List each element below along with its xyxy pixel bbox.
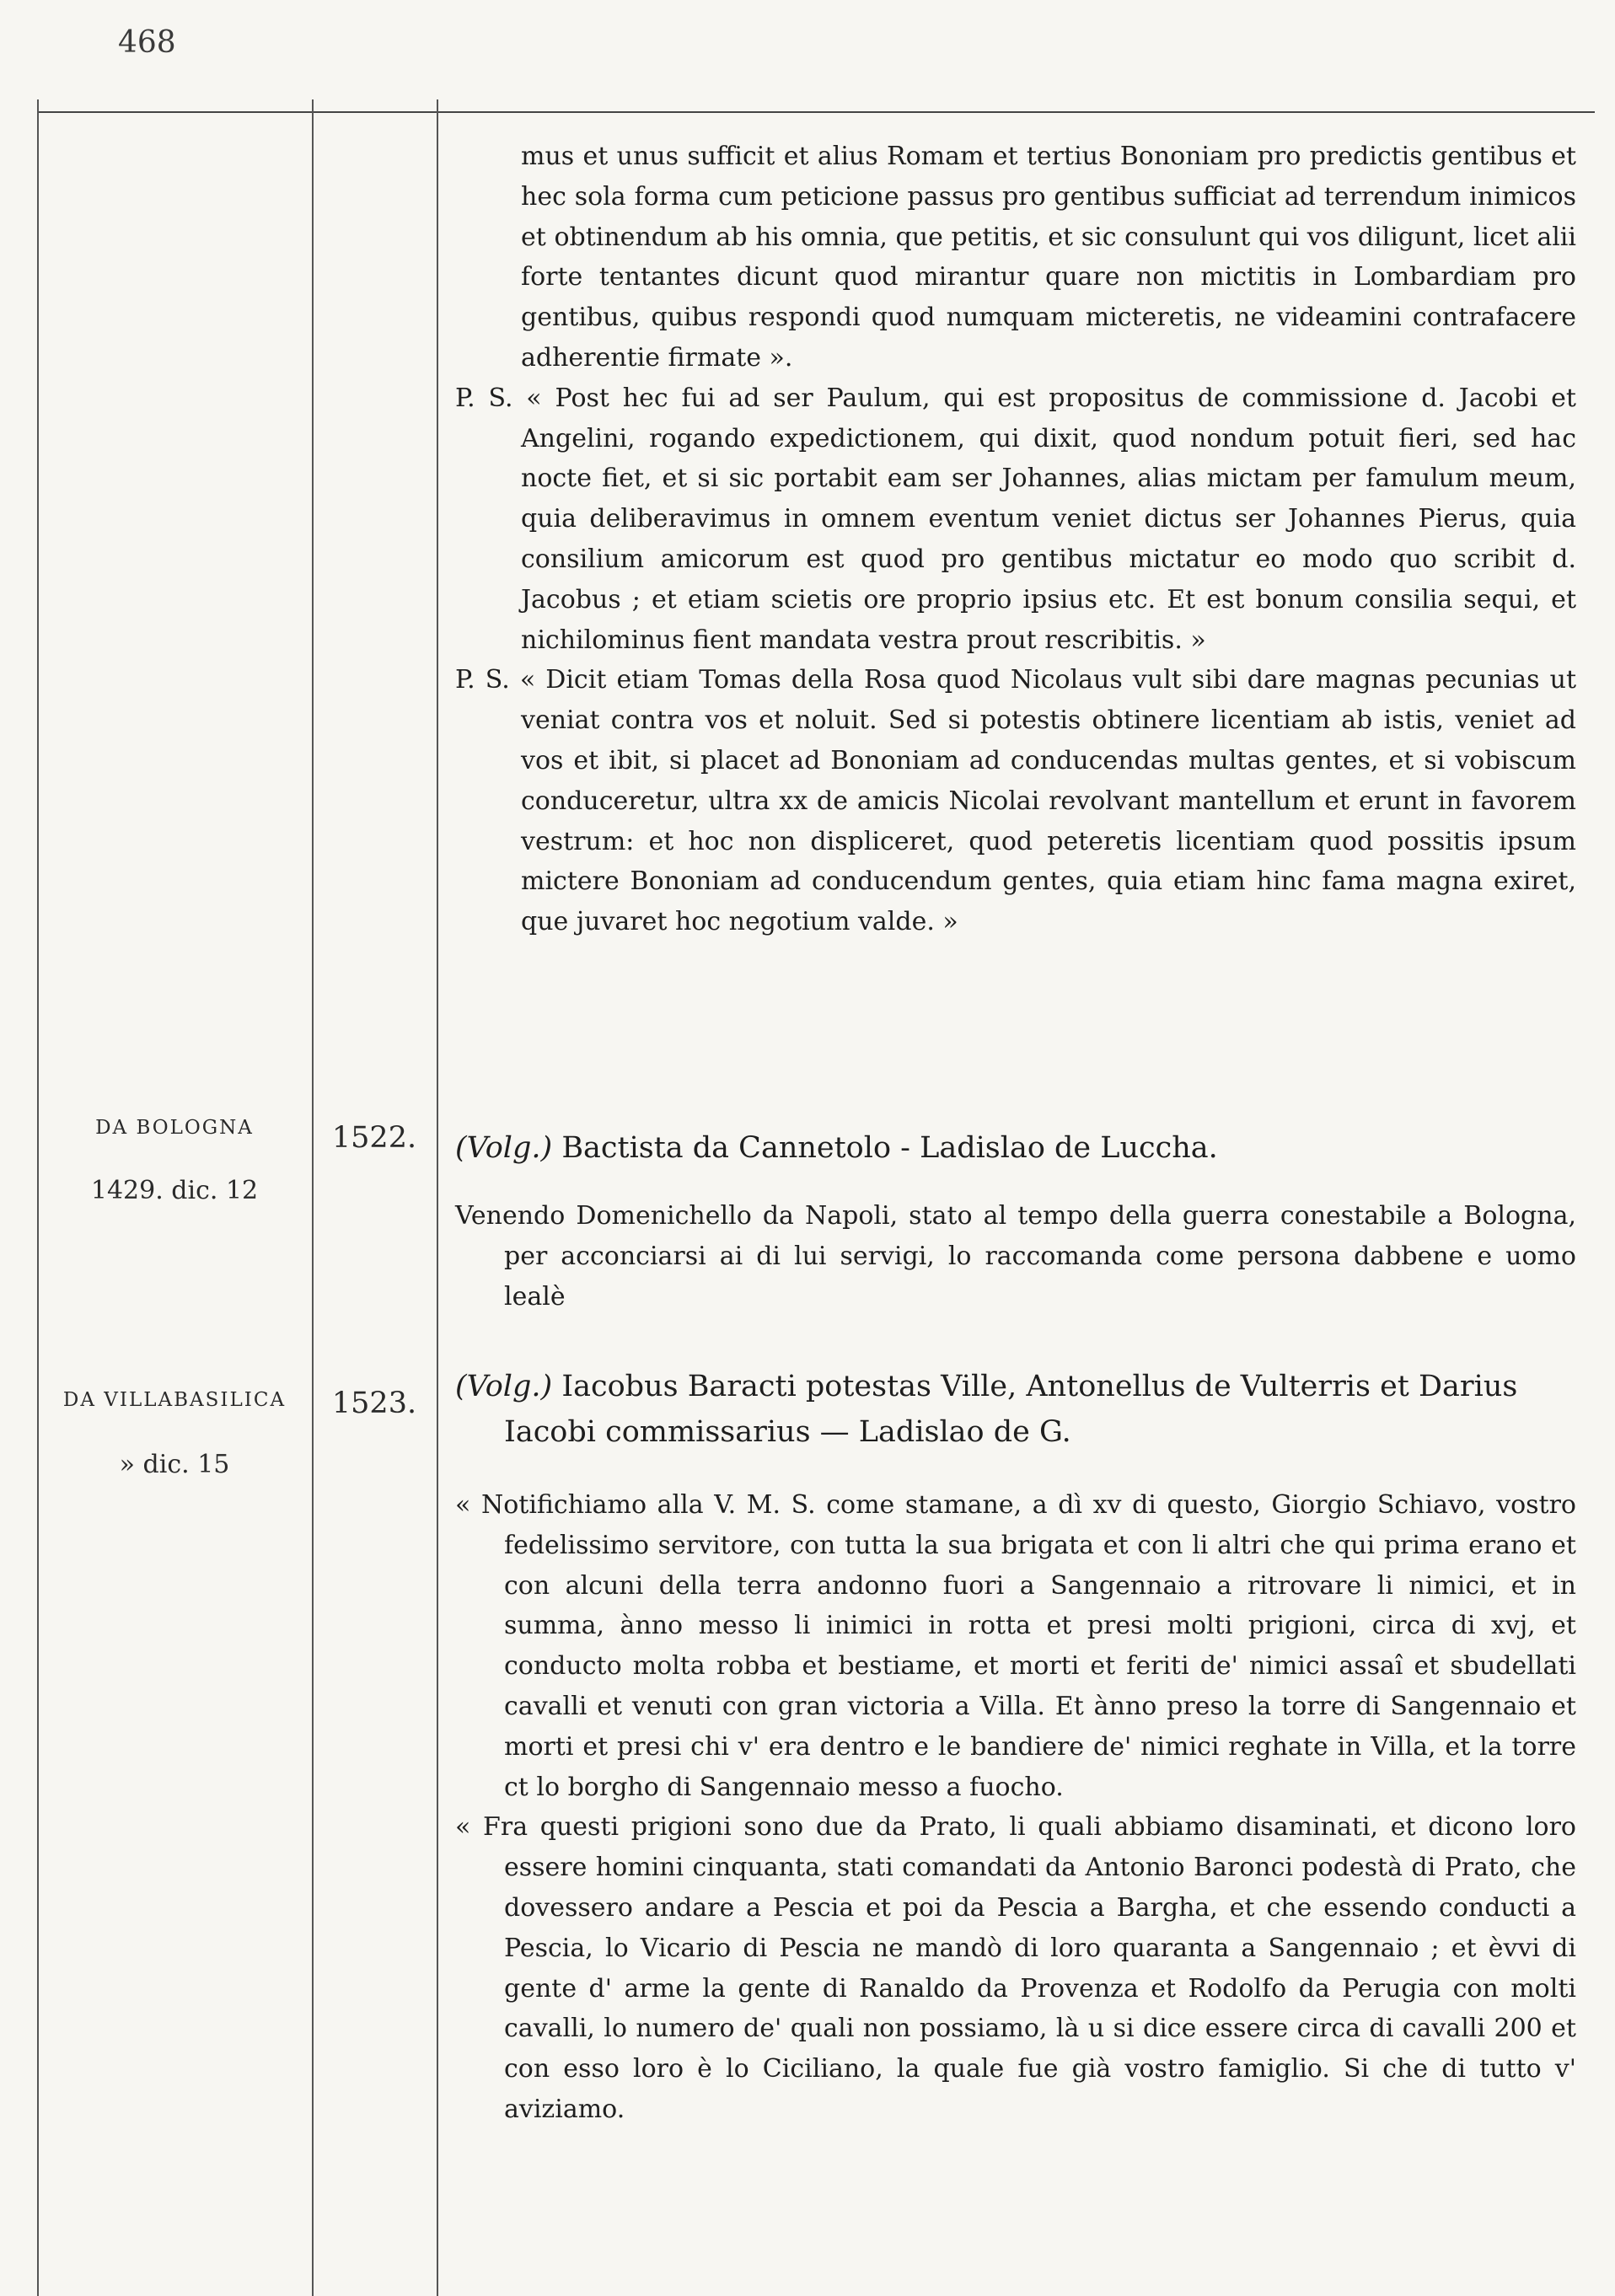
continuation-paragraph: mus et unus sufficit et alius Romam et tertius Bononiam pro predictis gentibus et hec sola forma cum peticione passus pro gentibus sufficiat ad terrendum inimicos et obtinendum ab his omnia, que petitis, et sic consulunt qui vos diligunt, licet alii forte tentantes dicunt quod mirantur quare non mictitis in Lombardiam pro gentibus, quibus respondi quod numquam micteretis, ne videamini contrafacere adherentie firmate ». xyxy=(521,142,1576,373)
entry-number-1522: 1522. xyxy=(331,1121,417,1155)
page-number: 468 xyxy=(118,25,176,60)
header-rule xyxy=(37,111,1595,113)
entry-1523 xyxy=(455,1364,1576,2130)
language-tag: (Volg.) xyxy=(455,1370,553,1403)
language-tag: (Volg.) xyxy=(455,1131,553,1165)
postscript-2: P. S. « Dicit etiam Tomas della Rosa quod Nicolaus vult sibi dare magnas pecunias ut veniat contra vos et noluit. Sed si potestis obtinere licentiam ab istis, veniet ad vos et ibit, si placet ad Bononiam ad conducendas multas gentes, et si vobiscum conduceretur, ultra xx de amicis Nicolai revolvant mantellum et erunt in favorem vestrum: et hoc non displiceret, quod peteretis licentiam quod possitis ipsum mictere Bononiam ad conducendum gentes, quia etiam hinc fama magna exiret, que juvaret hoc negotium valde. » xyxy=(455,665,1576,937)
entry-heading-1522 xyxy=(455,1125,1576,1171)
entry-summary-1522: Venendo Domenichello da Napoli, stato al tempo della guerra conestabile a Bologna, per acconciarsi ai di lui servigi, lo raccomanda come persona dabbene e uomo lealè xyxy=(455,1201,1576,1312)
heading-text: Iacobus Baracti potestas Ville, Antonellus de Vulterris et Darius Iacobi commissarius — Ladislao de G. xyxy=(504,1370,1518,1449)
entry-1522 xyxy=(455,1125,1576,1317)
column-rule-middle xyxy=(312,99,314,2296)
origin-1522: DA BOLOGNA xyxy=(95,1117,254,1139)
heading-text: Bactista da Cannetolo - Ladislao de Luccha. xyxy=(561,1131,1218,1165)
entry-number-1523: 1523. xyxy=(331,1387,417,1420)
entry-heading-1523 xyxy=(455,1364,1576,1455)
letter-paragraph-2: « Fra questi prigioni sono due da Prato, li quali abbiamo disaminati, et dicono loro essere homini cinquanta, stati comandati da Antonio Baronci podestà di Prato, che dovessero andare a Pescia et poi da Pescia a Bargha, et che essendo conducti a Pescia, lo Vicario di Pescia ne mandò di loro quaranta a Sangennaio ; et èvvi di gente d' arme la gente di Ranaldo da Provenza et Rodolfo da Perugia con molti cavalli, lo numero de' quali non possiamo, là u si dice essere circa di cavalli 200 et con esso loro è lo Ciciliano, la quale fue già vostro famiglio. Si che di tutto v' aviziamo. xyxy=(455,1812,1576,2124)
postscript-1: P. S. « Post hec fui ad ser Paulum, qui est propositus de commissione d. Jacobi et Angelini, rogando expedictionem, qui dixit, quod nondum potuit fieri, sed hac nocte fiet, et si sic portabit eam ser Johannes, alias mictam per famulum meum, quia deliberavimus in omnem eventum veniet dictus ser Johannes Pierus, quia consilium amicorum est quod pro gentibus mictatur eo modo quo scribit d. Jacobus ; et etiam scietis ore proprio ipsius etc. Et est bonum consilia sequi, et nichilominus fient mandata vestra prout rescribitis. » xyxy=(455,383,1576,655)
origin-1523: DA VILLABASILICA xyxy=(62,1389,287,1411)
column-rule-right xyxy=(437,99,438,2296)
letter-paragraph-1: « Notifichiamo alla V. M. S. come stamane, a dì xv di questo, Giorgio Schiavo, vostro fedelissimo servitore, con tutta la sua brigata et con li altri che qui prima erano et con alcuni della terra andonno fuori a Sangennaio a ritrovare li nimici, et in summa, ànno messo li inimici in rotta et presi molti prigioni, circa di xvj, et conducto molta robba et bestiame, et morti et feriti de' nimici assaî et sbudellati cavalli et venuti con gran victoria a Villa. Et ànno preso la torre di Sangennaio et morti et presi chi v' era dentro e le bandiere de' nimici reghate in Villa, et la torre ct lo borgho di Sangennaio messo a fuocho. xyxy=(455,1490,1576,1802)
date-1523: » dic. 15 xyxy=(119,1450,230,1479)
date-1522: 1429. dic. 12 xyxy=(90,1176,259,1205)
continuation-text xyxy=(455,137,1576,942)
